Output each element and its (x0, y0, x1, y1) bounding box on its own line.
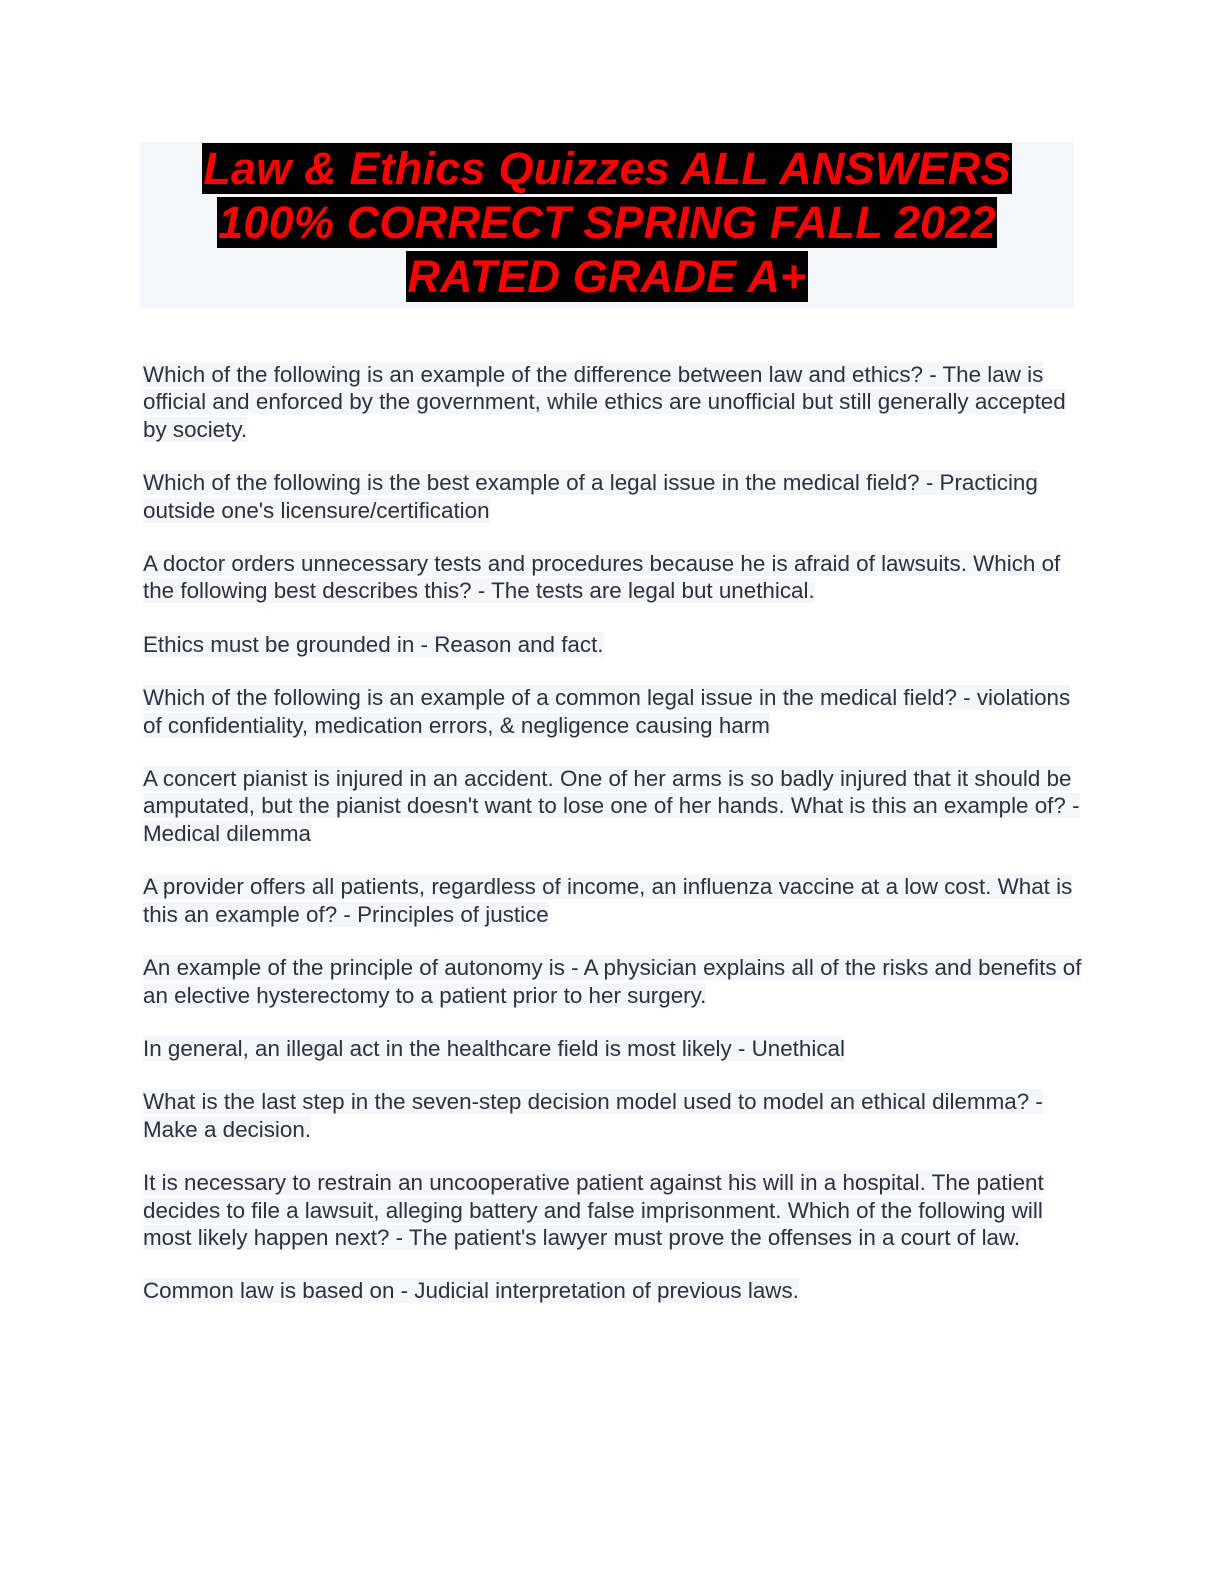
qa-item-8 (143, 954, 1083, 1009)
title-text-1: Law & Ethics Quizzes ALL ANSWERS (203, 143, 1011, 194)
qa-text: Which of the following is the best example of a legal issue in the medical field? - Practicing outside one's licensure/certification (143, 470, 1038, 523)
qa-item-5 (143, 684, 1083, 739)
qa-item-11 (143, 1169, 1083, 1251)
qa-text: Ethics must be grounded in - Reason and fact. (143, 631, 604, 657)
qa-item-4 (143, 631, 1083, 658)
title-text-2: 100% CORRECT SPRING FALL 2022 (218, 197, 996, 248)
qa-item-10 (143, 1088, 1083, 1143)
qa-item-9 (143, 1035, 1083, 1062)
question-answer-list (143, 361, 1083, 1331)
qa-text: An example of the principle of autonomy is - A physician explains all of the risks and benefits of an elective hysterectomy to a patient prior to her surgery. (143, 955, 1082, 1008)
qa-text: It is necessary to restrain an uncooperative patient against his will in a hospital. The patient decides to file a lawsuit, alleging battery and false imprisonment. Which of the following will most likely happen next? - The patient's lawyer must prove the offenses in a court of law. (143, 1170, 1044, 1250)
title-line-2 (140, 196, 1074, 250)
qa-item-12 (143, 1277, 1083, 1304)
qa-item-6 (143, 765, 1083, 847)
qa-text: A doctor orders unnecessary tests and procedures because he is afraid of lawsuits. Which of the following best describes this? - The tests are legal but unethical. (143, 551, 1061, 604)
qa-text: Which of the following is an example of the difference between law and ethics? - The law is official and enforced by the government, while ethics are unofficial but still generally accepted by society. (143, 362, 1066, 442)
title-line-3 (140, 250, 1074, 304)
title-line-1 (140, 142, 1074, 196)
qa-text: Which of the following is an example of a common legal issue in the medical field? - violations of confidentiality, medication errors, & negligence causing harm (143, 685, 1071, 738)
qa-item-7 (143, 873, 1083, 928)
qa-item-1 (143, 361, 1083, 443)
title-text-3: RATED GRADE A+ (407, 251, 807, 302)
qa-text: Common law is based on - Judicial interpretation of previous laws. (143, 1278, 799, 1304)
qa-item-2 (143, 469, 1083, 524)
qa-item-3 (143, 550, 1083, 605)
qa-text: A provider offers all patients, regardless of income, an influenza vaccine at a low cost. What is this an example of? - Principles of justice (143, 874, 1073, 927)
qa-text: In general, an illegal act in the healthcare field is most likely - Unethical (143, 1035, 845, 1061)
title-block (140, 142, 1074, 308)
qa-text: What is the last step in the seven-step decision model used to model an ethical dilemma? - Make a decision. (143, 1089, 1043, 1142)
qa-text: A concert pianist is injured in an accident. One of her arms is so badly injured that it should be amputated, but the pianist doesn't want to lose one of her hands. What is this an example of? - Medical dilemma (143, 766, 1080, 846)
